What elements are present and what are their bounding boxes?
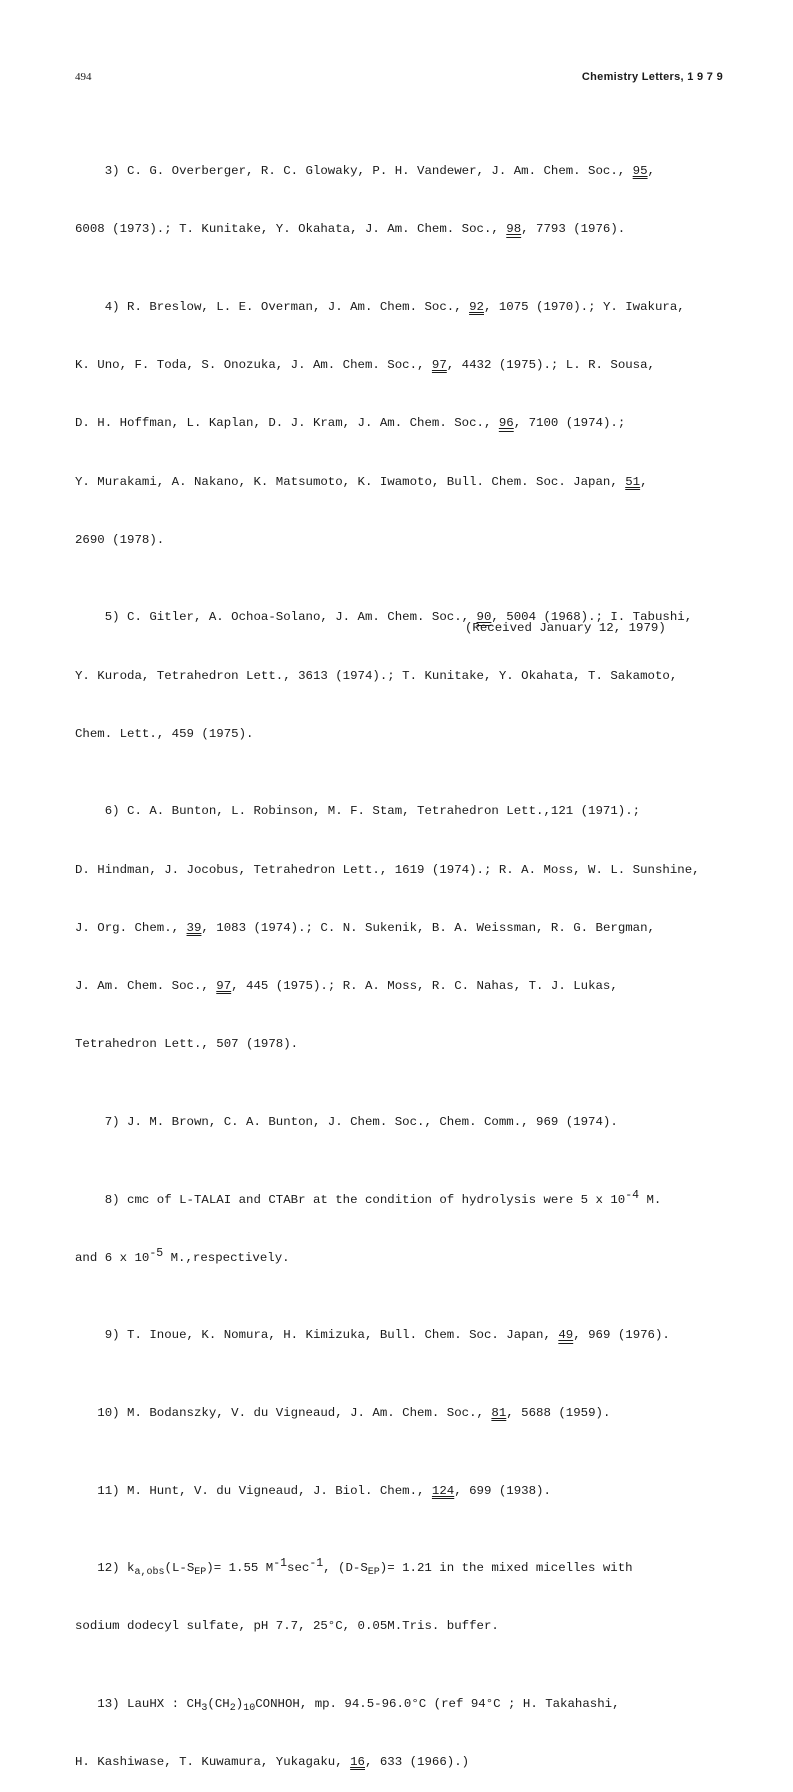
reference-6-line-4: J. Am. Chem. Soc., 97, 445 (1975).; R. A. Moss, R. C. Nahas, T. J. Lukas, xyxy=(75,979,618,994)
reference-6-line-2: D. Hindman, J. Jocobus, Tetrahedron Lett., 1619 (1974).; R. A. Moss, W. L. Sunshine, xyxy=(75,862,700,877)
reference-list xyxy=(75,104,730,1792)
reference-6-line-3: J. Org. Chem., 39, 1083 (1974).; C. N. Sukenik, B. A. Weissman, R. G. Bergman, xyxy=(75,920,655,935)
subscript: a,obs xyxy=(134,1567,165,1579)
reference-12-line-1: 12) $k_{a,obs}(L-S_{EP})= 1.55$ M-1sec-1, $(D-S_{EP})= 1.21$ in the mixed micelles with xyxy=(75,1557,633,1579)
volume-number: 16 xyxy=(350,1755,365,1770)
received-date: (Received January 12, 1979) xyxy=(465,621,666,635)
reference-11: 11) M. Hunt, V. du Vigneaud, J. Biol. Chem., 124, 699 (1938). xyxy=(75,1483,551,1498)
subscript: EP xyxy=(194,1567,207,1579)
reference-3-line-1: 3) C. G. Overberger, R. C. Glowaky, P. H. Vandewer, J. Am. Chem. Soc., 95, xyxy=(75,164,655,179)
volume-number: 124 xyxy=(431,1483,455,1498)
reference-4-line-3: D. H. Hoffman, L. Kaplan, D. J. Kram, J. Am. Chem. Soc., 96, 7100 (1974).; xyxy=(75,416,626,431)
page-header xyxy=(75,71,723,87)
subscript: 2 xyxy=(229,1702,236,1714)
reference-12-line-2: sodium dodecyl sulfate, pH 7.7, 25°C, 0.05M.Tris. buffer. xyxy=(75,1619,499,1634)
reference-4-line-2: K. Uno, F. Toda, S. Onozuka, J. Am. Chem. Soc., 97, 4432 (1975).; L. R. Sousa, xyxy=(75,358,655,373)
reference-6-line-5: Tetrahedron Lett., 507 (1978). xyxy=(75,1037,299,1052)
superscript: -5 xyxy=(149,1246,164,1260)
volume-number: 96 xyxy=(498,416,514,431)
reference-6-line-1: 6) C. A. Bunton, L. Robinson, M. F. Stam, Tetrahedron Lett.,121 (1971).; xyxy=(75,804,641,819)
volume-number: 51 xyxy=(625,474,641,489)
reference-13-line-1: 13) LauHX : $CH_3(CH_2)_{10}CONHOH$, mp. 94.5-96.0°C (ref 94°C ; H. Takahashi, xyxy=(75,1696,620,1714)
reference-4-line-4: Y. Murakami, A. Nakano, K. Matsumoto, K. Iwamoto, Bull. Chem. Soc. Japan, 51, xyxy=(75,474,648,489)
reference-9: 9) T. Inoue, K. Nomura, H. Kimizuka, Bull. Chem. Soc. Japan, 49, 969 (1976). xyxy=(75,1328,670,1343)
volume-number: 98 xyxy=(506,222,522,237)
page-number: 494 xyxy=(75,71,92,83)
volume-number: 97 xyxy=(216,979,232,994)
reference-8-line-1: 8) cmc of L-TALAI and CTABr at the condition of hydrolysis were 5 x 10-4 M. xyxy=(75,1188,662,1207)
reference-7: 7) J. M. Brown, C. A. Bunton, J. Chem. Soc., Chem. Comm., 969 (1974). xyxy=(75,1114,618,1129)
reference-4-line-1: 4) R. Breslow, L. E. Overman, J. Am. Chem. Soc., 92, 1075 (1970).; Y. Iwakura, xyxy=(75,300,685,315)
superscript: -1 xyxy=(309,1557,324,1571)
reference-4-line-5: 2690 (1978). xyxy=(75,532,165,547)
subscript: 10 xyxy=(243,1702,256,1714)
volume-number: 49 xyxy=(558,1328,574,1343)
subscript: EP xyxy=(367,1567,380,1579)
subscript: 3 xyxy=(201,1702,208,1714)
volume-number: 97 xyxy=(431,358,447,373)
reference-8-line-2: and 6 x 10-5 M.,respectively. xyxy=(75,1246,290,1265)
reference-3-line-2: 6008 (1973).; T. Kunitake, Y. Okahata, J. Am. Chem. Soc., 98, 7793 (1976). xyxy=(75,222,626,237)
superscript: -1 xyxy=(273,1557,288,1571)
volume-number: 95 xyxy=(632,164,648,179)
volume-number: 39 xyxy=(186,920,202,935)
volume-number: 81 xyxy=(491,1405,507,1420)
reference-5-line-3: Chem. Lett., 459 (1975). xyxy=(75,726,254,741)
reference-13-line-2: H. Kashiwase, T. Kuwamura, Yukagaku, 16, 633 (1966).) xyxy=(75,1755,470,1770)
volume-number: 90 xyxy=(476,610,492,625)
superscript: -4 xyxy=(625,1188,640,1202)
reference-10: 10) M. Bodanszky, V. du Vigneaud, J. Am. Chem. Soc., 81, 5688 (1959). xyxy=(75,1405,611,1420)
reference-5-line-2: Y. Kuroda, Tetrahedron Lett., 3613 (1974).; T. Kunitake, Y. Okahata, T. Sakamoto, xyxy=(75,668,678,683)
reference-5-line-1: 5) C. Gitler, A. Ochoa-Solano, J. Am. Chem. Soc., 90, 5004 (1968).; I. Tabushi, xyxy=(75,610,693,625)
volume-number: 92 xyxy=(469,300,484,315)
journal-title: Chemistry Letters, 1 9 7 9 xyxy=(581,71,723,83)
